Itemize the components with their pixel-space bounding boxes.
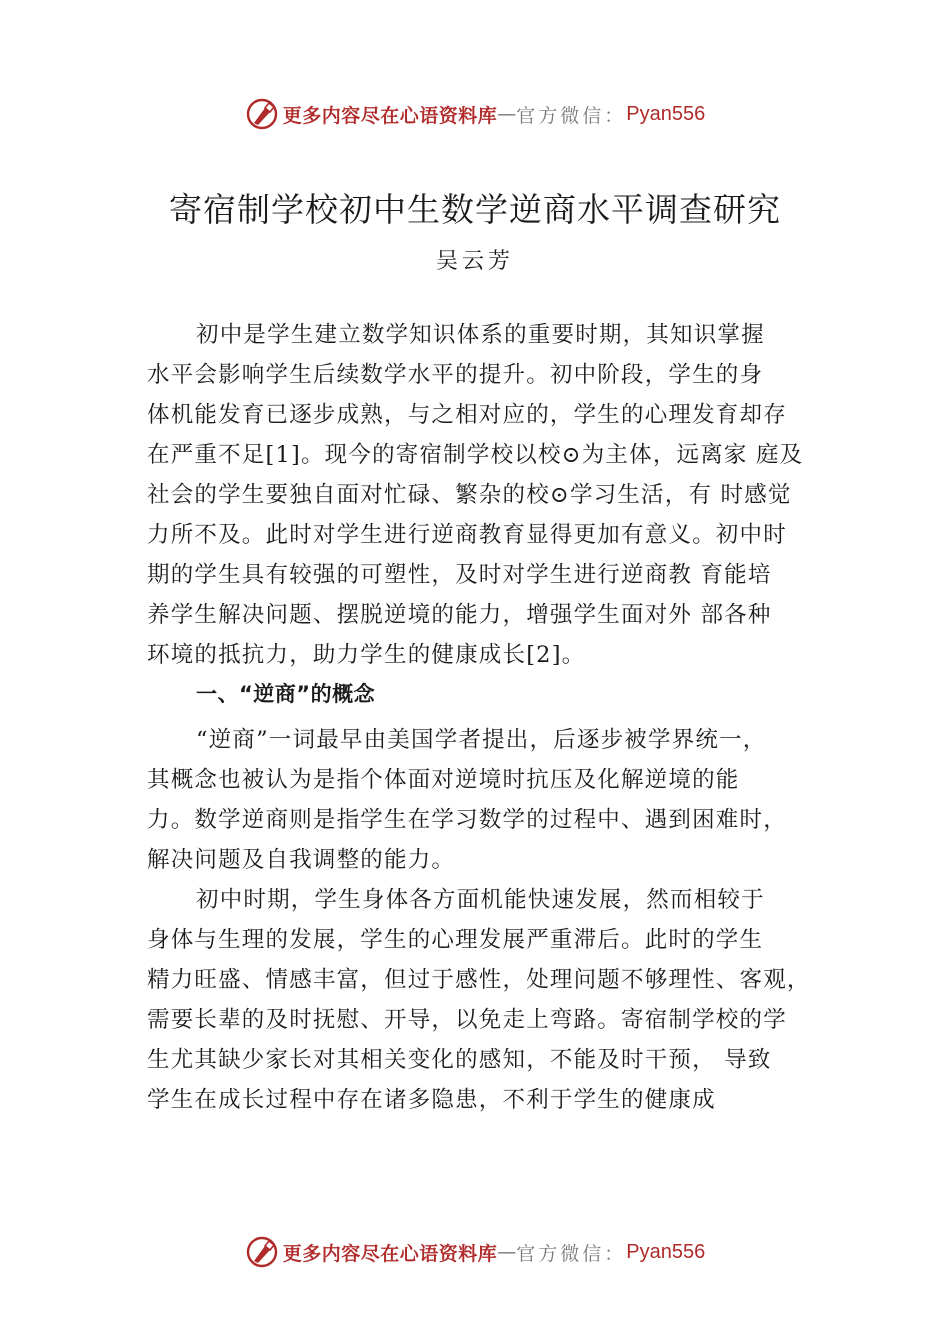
text-line: 其概念也被认为是指个体面对逆境时抗压及化解逆境的能 (147, 767, 740, 793)
banner-text: 更多内容尽在心语资料库 (282, 104, 498, 127)
banner-separator: — (497, 103, 517, 125)
text-line: 初中是学生建立数学知识体系的重要时期，其知识掌握 (196, 322, 765, 348)
text-line: 学生在成长过程中存在诸多隐患，不利于学生的健康成 (147, 1087, 716, 1113)
document-author: 吴云芳 (435, 249, 514, 274)
banner-wechat-id: Pyan556 (626, 102, 706, 125)
banner-separator: — (497, 1241, 517, 1263)
text-line: 身体与生理的发展，学生的心理发展严重滞后。此时的学生 (147, 927, 764, 953)
footer-banner (0, 1232, 950, 1272)
banner-wechat-label: 官方微信： (516, 1242, 627, 1265)
text-line: 体机能发育已逐步成熟，与之相对应的，学生的心理发育却存 (147, 402, 787, 428)
text-line: 社会的学生要独自面对忙碌、繁杂的校⊙学习生活，有 时感觉 (147, 482, 792, 508)
text-line: 精力旺盛、情感丰富，但过于感性，处理问题不够理性、客观， (147, 967, 811, 993)
text-line: 需要长辈的及时抚慰、开导，以免走上弯路。寄宿制学校的学 (147, 1007, 787, 1033)
document-title: 寄宿制学校初中生数学逆商水平调查研究 (169, 190, 781, 229)
section-heading: 一、“逆商”的概念 (196, 682, 376, 706)
text-line: 生尤其缺少家长对其相关变化的感知，不能及时干预， 导致 (147, 1047, 772, 1073)
text-line: 力。数学逆商则是指学生在学习数学的过程中、遇到困难时， (147, 807, 787, 833)
text-line: 在严重不足[1]。现今的寄宿制学校以校⊙为主体，远离家 庭及 (147, 442, 804, 468)
text-line: 初中时期，学生身体各方面机能快速发展，然而相较于 (196, 887, 765, 913)
pen-nib-circle-icon (245, 1235, 279, 1269)
text-line: 期的学生具有较强的可塑性，及时对学生进行逆商教 育能培 (147, 562, 772, 588)
text-line: 解决问题及自我调整的能力。 (147, 847, 456, 873)
pen-nib-circle-icon (245, 97, 279, 131)
text-line: 力所不及。此时对学生进行逆商教育显得更加有意义。初中时 (147, 522, 787, 548)
text-line: 环境的抵抗力，助力学生的健康成长[2]。 (147, 642, 586, 668)
banner-wechat-id: Pyan556 (626, 1240, 706, 1263)
text-line: 水平会影响学生后续数学水平的提升。初中阶段，学生的身 (147, 362, 764, 388)
banner-text: 更多内容尽在心语资料库 (282, 1242, 498, 1265)
header-banner (0, 94, 950, 134)
banner-wechat-label: 官方微信： (516, 104, 627, 127)
text-line: 养学生解决问题、摆脱逆境的能力，增强学生面对外 部各种 (147, 602, 772, 628)
text-line: “逆商”一词最早由美国学者提出，后逐步被学界统一， (196, 727, 767, 753)
